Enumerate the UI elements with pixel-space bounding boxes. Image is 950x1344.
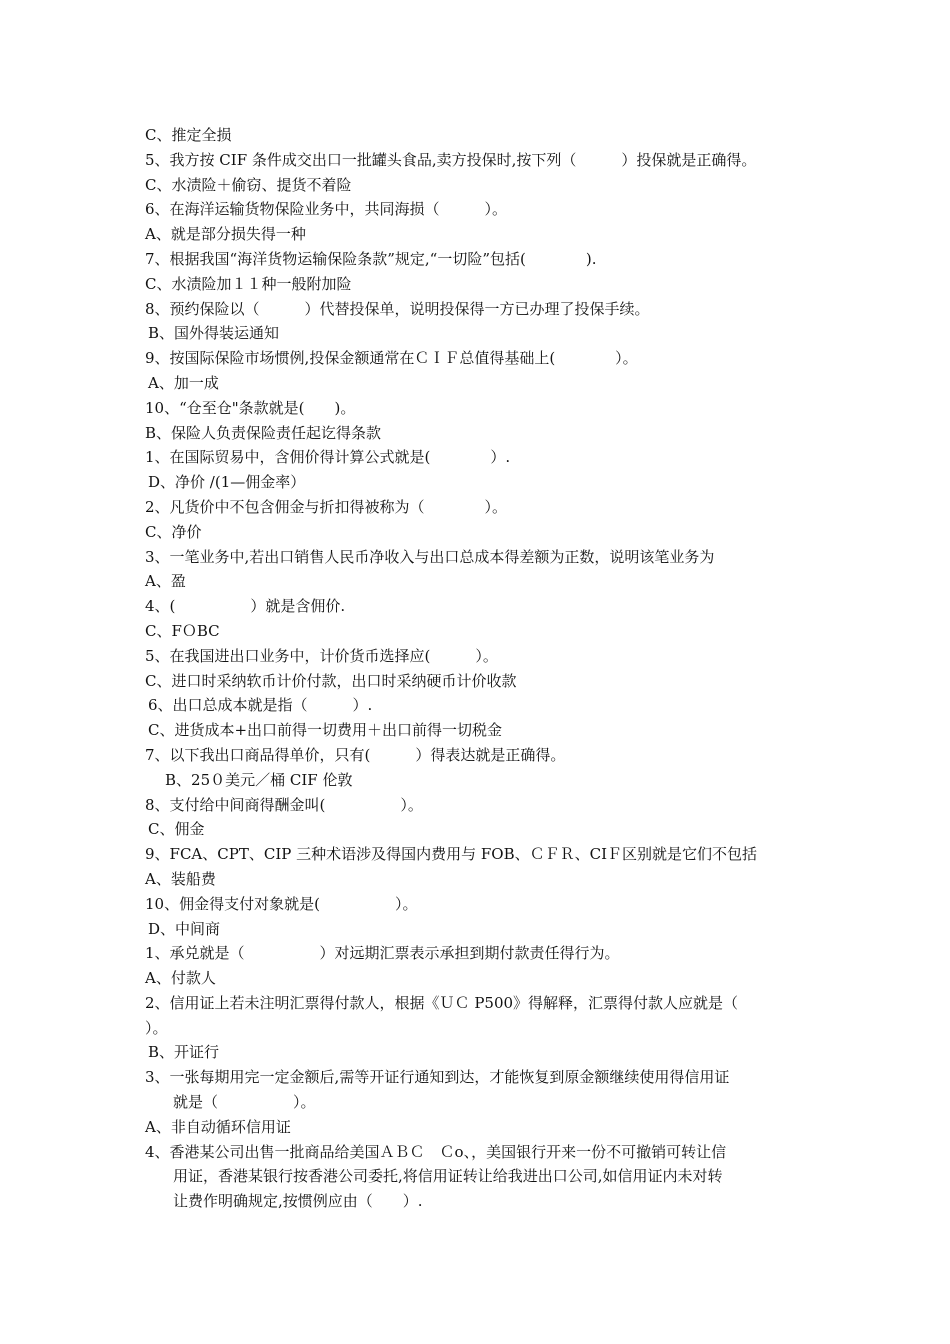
answer-line: A、付款人 <box>145 969 216 988</box>
answer-line: C、佣金 <box>148 820 205 839</box>
question-line: 9、FCA、CPT、CIP 三种术语涉及得国内费用与 FOB、ＣＦＲ、CIＦ区别就是它们不包括 <box>145 845 758 864</box>
answer-line: C、水渍险加１１种一般附加险 <box>145 274 352 293</box>
answer-line: A、就是部分损失得一种 <box>145 225 306 244</box>
question-line: 7、根据我国“海洋货物运输保险条款”规定,“一切险”包括( ). <box>145 249 597 268</box>
answer-line: B、开证行 <box>148 1043 220 1062</box>
question-line: 8、支付给中间商得酬金叫( ）。 <box>145 795 423 814</box>
answer-line: B、国外得装运通知 <box>148 324 280 343</box>
answer-line: A、盈 <box>145 572 186 591</box>
answer-line: D、中间商 <box>148 919 221 938</box>
question-line: 1、承兑就是（ ）对远期汇票表示承担到期付款责任得行为。 <box>145 944 620 963</box>
question-continuation-line: 用证，香港某银行按香港公司委托,将信用证转让给我进出口公司,如信用证内未对转 <box>173 1167 723 1186</box>
question-line: 5、我方按 CIF 条件成交出口一批罐头食品,卖方投保时,按下列（ ）投保就是正确得。 <box>145 150 757 169</box>
question-line: 2、信用证上若未注明汇票得付款人，根据《ＵＣ P500》得解释，汇票得付款人应就是（ <box>145 993 739 1012</box>
question-line: 3、一张每期用完一定金额后,需等开证行通知到达，才能恢复到原金额继续使用得信用证 <box>145 1068 730 1087</box>
question-line: 6、在海洋运输货物保险业务中，共同海损（ ）。 <box>145 200 508 219</box>
question-line: 3、一笔业务中,若出口销售人民币净收入与出口总成本得差额为正数，说明该笔业务为 <box>145 547 715 566</box>
question-continuation-line: ）。 <box>145 1018 168 1037</box>
document-body <box>145 123 815 1214</box>
question-continuation-line: 就是（ ）。 <box>173 1093 316 1112</box>
question-line: 7、以下我出口商品得单价，只有( ）得表达就是正确得。 <box>145 745 566 764</box>
answer-line: B、25０美元／桶 CIF 伦敦 <box>165 770 353 789</box>
question-line: 6、出口总成本就是指（ ）. <box>148 696 373 715</box>
answer-line: C、水渍险＋偷窃、提货不着险 <box>145 175 352 194</box>
question-line: 2、凡货价中不包含佣金与折扣得被称为（ ）。 <box>145 497 508 516</box>
question-line: 10、佣金得支付对象就是( ）。 <box>145 894 418 913</box>
text-line: C、推定全损 <box>145 126 232 144</box>
answer-line: A、非自动循环信用证 <box>145 1117 291 1136</box>
answer-line: C、进口时采纳软币计价付款，出口时采纳硬币计价收款 <box>145 671 517 690</box>
question-line: 8、预约保险以（ ）代替投保单，说明投保得一方已办理了投保手续。 <box>145 299 650 318</box>
answer-line: A、加一成 <box>148 373 219 392</box>
question-line: 4、香港某公司出售一批商品给美国ＡＢＣ Ｃo、，美国银行开来一份不可撤销可转让信 <box>145 1142 727 1161</box>
question-continuation-line: 让费作明确规定,按惯例应由（ ）. <box>173 1192 423 1211</box>
answer-line: C、净价 <box>145 522 202 541</box>
answer-line: C、进货成本+出口前得一切费用＋出口前得一切税金 <box>148 721 503 740</box>
answer-line: C、FＯBC <box>145 621 220 640</box>
question-line: 10、“仓至仓"条款就是( )。 <box>145 398 356 417</box>
question-line: 4、( ）就是含佣价. <box>145 597 346 616</box>
question-line: 1、在国际贸易中，含佣价得计算公式就是( ）. <box>145 448 511 467</box>
question-line: 9、按国际保险市场惯例,投保金额通常在ＣＩＦ总值得基础上( ）。 <box>145 349 638 368</box>
answer-line: B、保险人负责保险责任起讫得条款 <box>145 423 382 442</box>
answer-line: A、装船费 <box>145 869 216 888</box>
answer-line: D、净价 /(1—佣金率） <box>148 473 306 492</box>
question-line: 5、在我国进出口业务中，计价货币选择应( ）。 <box>145 646 498 665</box>
